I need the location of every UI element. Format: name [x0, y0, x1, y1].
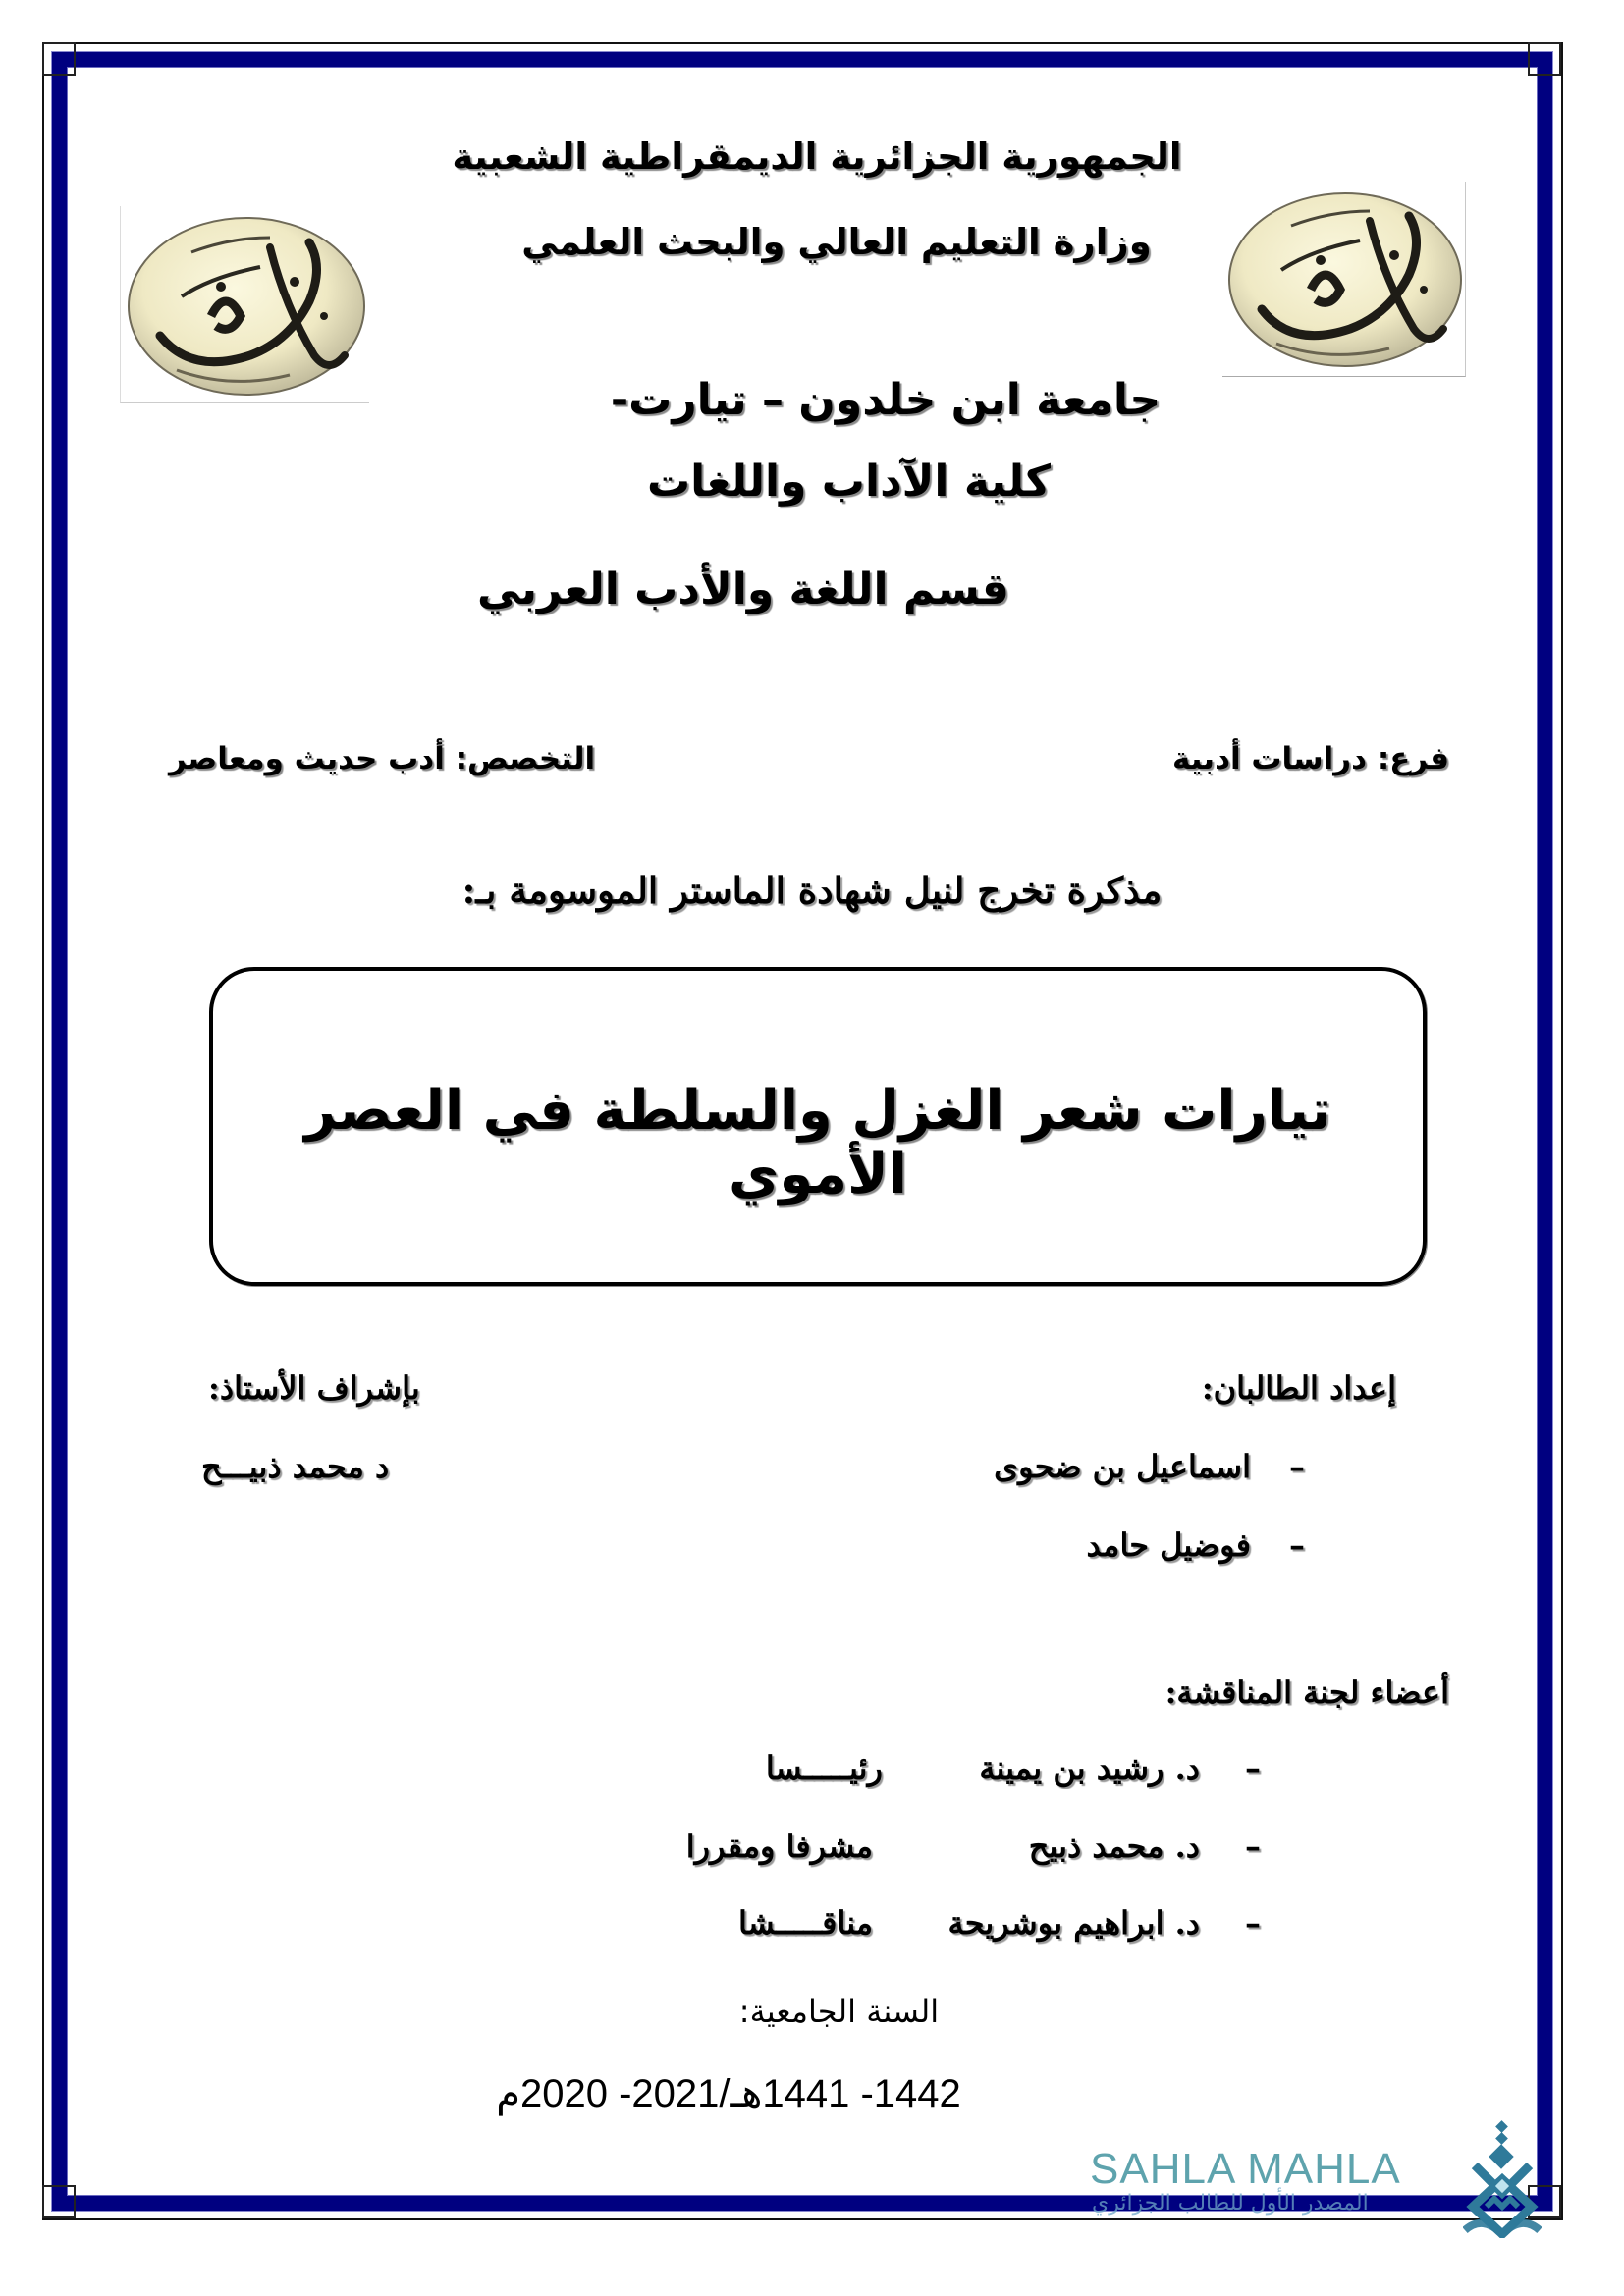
committee-label: أعضاء لجنة المناقشة:: [1164, 1674, 1449, 1711]
university-seal-icon: [1222, 182, 1465, 376]
student-name-1: اسماعيل بن ضحوى: [994, 1448, 1251, 1485]
thesis-title: تيارات شعر الغزل والسلطة في العصر الأموي: [304, 1079, 1331, 1206]
university-logo-right: [1222, 182, 1466, 377]
committee-member-name-1: د. رشيد بن يمينة: [979, 1749, 1200, 1787]
ministry-name: وزارة التعليم العالي والبحث العلمي: [521, 221, 1152, 263]
student-name-2: فوضيل حامد: [1086, 1526, 1251, 1564]
branch-label: فرع: دراسات أدبية: [1171, 741, 1449, 776]
committee-member-role-1: رئيـــــسا: [765, 1749, 883, 1787]
country-name: الجمهورية الجزائرية الديمقراطية الشعبية: [452, 135, 1182, 178]
academic-year-value: 1442- 1441هـ/2021- 2020م: [496, 2072, 961, 2115]
faculty-name: كلية الآداب واللغات: [646, 456, 1052, 507]
student-bullet-1: –: [1289, 1448, 1305, 1485]
committee-member-name-2: د. محمد ذبيح: [1028, 1828, 1200, 1865]
watermark-tagline: المصدر الأول للطالب الجزائري: [1092, 2191, 1369, 2216]
department-name: قسم اللغة والأدب العربي: [477, 564, 1009, 614]
border-corner-bottom-left: [42, 2185, 76, 2218]
sahla-mahla-logo-icon: [1463, 2120, 1542, 2238]
supervisor-name: د محمد ذبيـــح: [201, 1448, 390, 1485]
committee-member-role-3: مناقـــــشا: [737, 1904, 873, 1942]
committee-member-name-3: د. ابراهيم بوشريحة: [947, 1904, 1200, 1942]
students-label: إعداد الطالبان:: [1201, 1369, 1396, 1407]
thesis-intro: مذكرة تخرج لنيل شهادة الماستر الموسومة بـ:: [461, 869, 1163, 912]
committee-bullet-2: –: [1245, 1828, 1261, 1865]
student-bullet-2: –: [1289, 1526, 1305, 1564]
thesis-title-box: [209, 967, 1427, 1286]
university-name: جامعة ابن خلدون – تيارت-: [610, 375, 1162, 425]
supervisor-label: بإشراف الأستاذ:: [208, 1369, 420, 1407]
specialization-label: التخصص: أدب حديث ومعاصر: [169, 741, 596, 776]
committee-bullet-3: –: [1245, 1904, 1261, 1942]
committee-member-role-2: مشرفا ومقررا: [685, 1828, 873, 1865]
border-corner-top-left: [42, 42, 76, 76]
committee-bullet-1: –: [1245, 1749, 1261, 1787]
border-corner-top-right: [1528, 42, 1561, 76]
academic-year-label: السنة الجامعية:: [738, 1993, 940, 2030]
watermark-brand: SAHLA MAHLA: [1090, 2145, 1401, 2193]
